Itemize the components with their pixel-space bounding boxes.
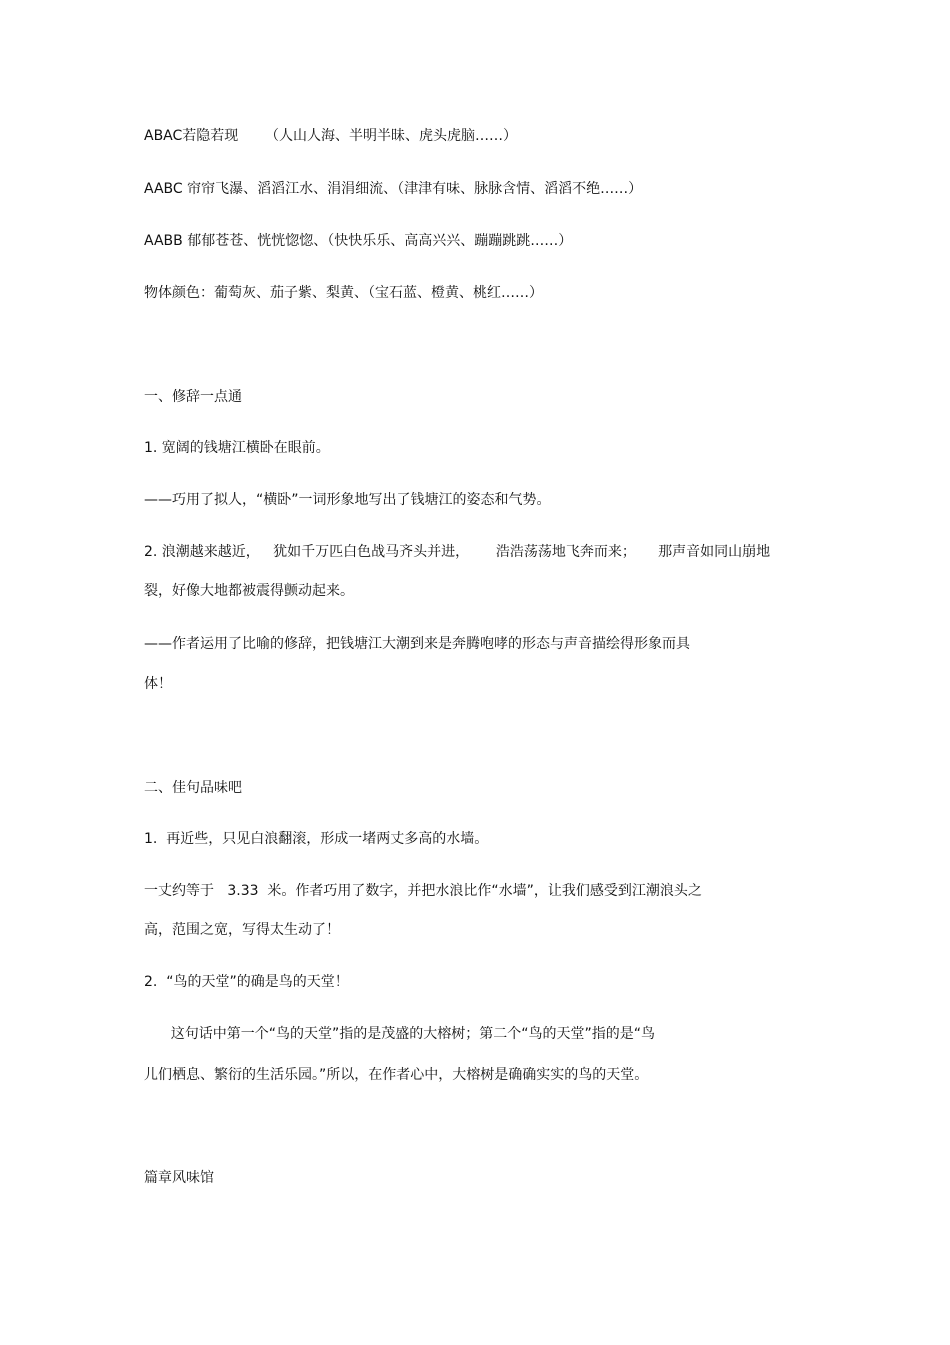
sentence-example-2: 2. “鸟的天堂”的确是鸟的天堂！ <box>144 974 349 990</box>
sentence-analysis-2-line-2: 儿们栖息、繁衍的生活乐园。”所以，在作者心中，大榕树是确确实实的鸟的天堂。 <box>144 1067 649 1083</box>
rhetoric-explanation-2-line-1: ——作者运用了比喻的修辞，把钱塘江大潮到来是奔腾咆哮的形态与声音描绘得形象而具 <box>144 636 690 652</box>
rhetoric-example-1: 1. 宽阔的钱塘江横卧在眼前。 <box>144 440 330 456</box>
rhetoric-example-2-line-1: 2. 浪潮越来越近， 犹如千万匹白色战马齐头并进， 浩浩荡荡地飞奔而来； 那声音如同山崩地 <box>144 544 771 560</box>
section-heading-sentences: 二、佳句品味吧 <box>144 780 242 796</box>
section-heading-rhetoric: 一、修辞一点通 <box>144 389 242 405</box>
idiom-line-aabc: AABC 帘帘飞瀑、滔滔江水、涓涓细流、（津津有味、脉脉含情、滔滔不绝……） <box>144 181 643 197</box>
sentence-analysis-1-line-2: 高，范围之宽，写得太生动了！ <box>144 922 340 938</box>
section-heading-chapter: 篇章风味馆 <box>144 1170 214 1186</box>
rhetoric-explanation-1: ——巧用了拟人，“横卧”一词形象地写出了钱塘江的姿态和气势。 <box>144 492 551 508</box>
sentence-analysis-1-line-1: 一丈约等于 3.33 米。作者巧用了数字，并把水浪比作“水墙”，让我们感受到江潮浪头之 <box>144 883 702 899</box>
sentence-analysis-2-line-1: 这句话中第一个“鸟的天堂”指的是茂盛的大榕树；第二个“鸟的天堂”指的是“鸟 <box>144 1026 655 1042</box>
rhetoric-example-2-line-2: 裂，好像大地都被震得颤动起来。 <box>144 583 354 599</box>
idiom-line-aabb: AABB 郁郁苍苍、恍恍惚惚、（快快乐乐、高高兴兴、蹦蹦跳跳……） <box>144 233 573 249</box>
idiom-line-abac: ABAC若隐若现 （人山人海、半明半昧、虎头虎脑……） <box>144 128 517 144</box>
sentence-example-1: 1. 再近些，只见白浪翻滚，形成一堵两丈多高的水墙。 <box>144 831 489 847</box>
idiom-line-colors: 物体颜色：葡萄灰、茄子紫、梨黄、（宝石蓝、橙黄、桃红……） <box>144 285 543 301</box>
rhetoric-explanation-2-line-2: 体！ <box>144 676 172 692</box>
